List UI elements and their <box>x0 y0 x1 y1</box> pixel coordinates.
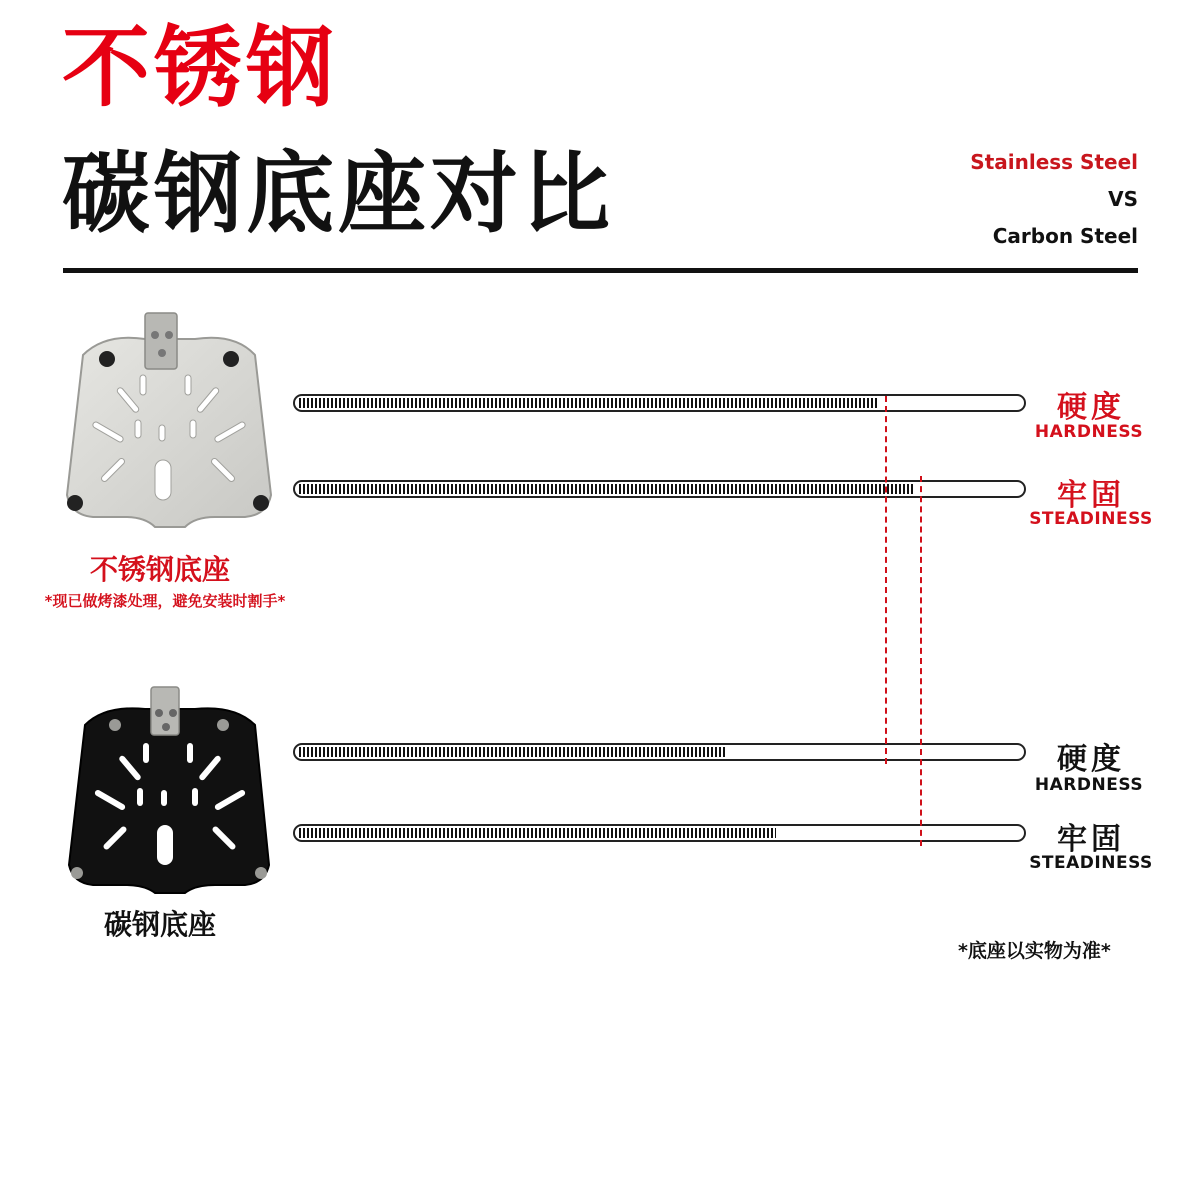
carbon-hardness-en: HARDNESS <box>1034 775 1144 795</box>
carbon-steadiness-fill <box>299 828 776 838</box>
carbon-hardness-fill <box>299 747 725 757</box>
hardness-reference-line <box>885 396 887 764</box>
footnote: *底座以实物为准* <box>958 940 1111 962</box>
stainless-hardness-cn: 硬度 <box>1057 390 1125 425</box>
carbon-label: 碳钢底座 <box>103 908 216 941</box>
compare-vs-label: VS <box>1108 187 1138 211</box>
stainless-steadiness-fill <box>299 484 915 494</box>
carbon-hardness-bar <box>293 743 1026 761</box>
title-line-2: 碳钢底座对比 <box>62 142 615 245</box>
stainless-plate-image <box>55 305 285 535</box>
stainless-hardness-bar <box>293 394 1026 412</box>
stainless-steadiness-bar <box>293 480 1026 498</box>
carbon-plate-image <box>55 685 285 900</box>
steadiness-reference-line <box>920 476 922 846</box>
carbon-steadiness-bar <box>293 824 1026 842</box>
stainless-note: *现已做烤漆处理，避免安装时割手* <box>44 592 286 610</box>
comparison-legend <box>970 144 1138 255</box>
carbon-steadiness-en: STEADINESS <box>1029 853 1153 873</box>
stainless-hardness-fill <box>299 398 878 408</box>
title-line-1: 不锈钢 <box>62 16 339 119</box>
stainless-label: 不锈钢底座 <box>89 553 230 586</box>
carbon-hardness-cn: 硬度 <box>1057 742 1125 777</box>
stainless-steadiness-cn: 牢固 <box>1057 478 1125 513</box>
header-divider <box>63 268 1138 273</box>
stainless-hardness-en: HARDNESS <box>1034 422 1144 442</box>
stainless-steadiness-en: STEADINESS <box>1029 509 1153 529</box>
carbon-steadiness-cn: 牢固 <box>1057 822 1125 857</box>
compare-b-label: Carbon Steel <box>992 224 1138 248</box>
compare-a-label: Stainless Steel <box>970 150 1138 174</box>
